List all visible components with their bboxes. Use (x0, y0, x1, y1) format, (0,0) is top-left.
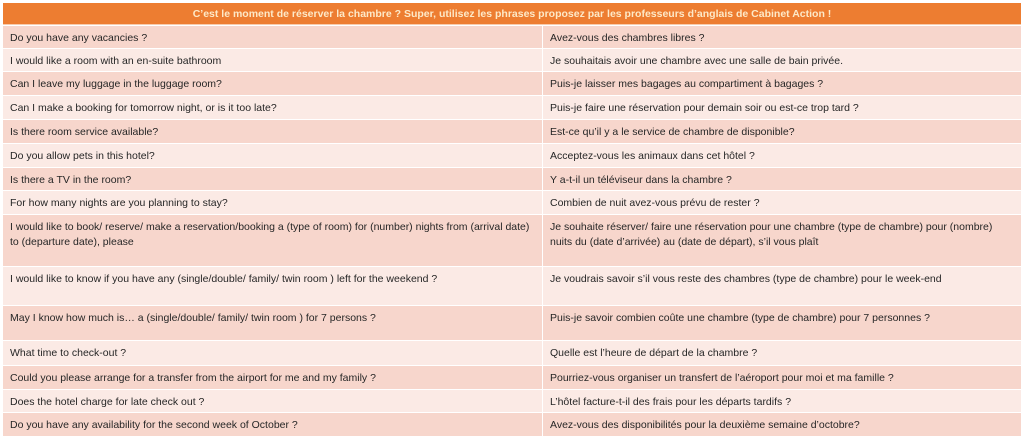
table-row (3, 389, 1021, 412)
french-phrase-cell: Acceptez-vous les animaux dans cet hôtel ? (550, 150, 755, 162)
table-row (3, 48, 1021, 71)
french-phrase-cell: Puis-je laisser mes bagages au compartiment à bagages ? (550, 78, 824, 90)
table-row (3, 119, 1021, 143)
table-row (3, 340, 1021, 365)
french-phrase-cell: Est-ce qu’il y a le service de chambre de disponible? (550, 126, 795, 138)
english-phrase-cell: What time to check-out ? (3, 341, 543, 365)
table-row (3, 305, 1021, 340)
french-phrase-cell: Puis-je savoir combien coûte une chambre (type de chambre) pour 7 personnes ? (550, 312, 930, 324)
french-phrase-cell: Avez-vous des disponibilités pour la deuxième semaine d’octobre? (550, 419, 860, 431)
english-phrase-cell: Do you have any vacancies ? (3, 26, 543, 48)
french-phrase-cell: Puis-je faire une réservation pour demain soir ou est-ce trop tard ? (550, 102, 859, 114)
table-row (3, 95, 1021, 119)
english-phrase-cell: Is there a TV in the room? (3, 168, 543, 190)
french-phrase-cell: Quelle est l’heure de départ de la chambre ? (550, 347, 758, 359)
french-phrase-cell: L’hôtel facture-t-il des frais pour les départs tardifs ? (550, 396, 792, 408)
french-phrase-cell: Je voudrais savoir s’il vous reste des chambres (type de chambre) pour le week-end (550, 273, 942, 285)
french-phrase-cell: Y a-t-il un téléviseur dans la chambre ? (550, 174, 732, 186)
french-phrase-cell: Je souhaitais avoir une chambre avec une salle de bain privée. (550, 55, 844, 67)
english-phrase-cell: I would like to book/ reserve/ make a reservation/booking a (type of room) for (number) nights from (arrival date) to (departure date), please (3, 215, 543, 266)
english-phrase-cell: Do you have any availability for the second week of October ? (3, 413, 543, 436)
english-phrase-cell: Is there room service available? (3, 120, 543, 143)
table-row (3, 214, 1021, 266)
english-phrase-cell: Could you please arrange for a transfer from the airport for me and my family ? (3, 366, 543, 389)
table-row (3, 71, 1021, 95)
english-phrase-cell: Can I leave my luggage in the luggage room? (3, 72, 543, 95)
table-header: C’est le moment de réserver la chambre ? Super, utilisez les phrases proposez par les professeurs d’anglais de Cabinet Action ! (3, 3, 1021, 25)
table-row (3, 167, 1021, 190)
table-row (3, 266, 1021, 305)
english-phrase-cell: For how many nights are you planning to stay? (3, 191, 543, 214)
table-row (3, 25, 1021, 48)
english-phrase-cell: I would like a room with an en-suite bathroom (3, 49, 543, 71)
table-row (3, 143, 1021, 167)
english-phrase-cell: Does the hotel charge for late check out ? (3, 390, 543, 412)
english-phrase-cell: May I know how much is… a (single/double/ family/ twin room ) for 7 persons ? (3, 306, 543, 340)
english-phrase-cell: Do you allow pets in this hotel? (3, 144, 543, 167)
french-phrase-cell: Avez-vous des chambres libres ? (550, 32, 705, 44)
table-body (3, 25, 1021, 436)
english-phrase-cell: I would like to know if you have any (single/double/ family/ twin room ) left for the weekend ? (3, 267, 543, 305)
table-row (3, 190, 1021, 214)
phrase-table (3, 3, 1021, 436)
english-phrase-cell: Can I make a booking for tomorrow night, or is it too late? (3, 96, 543, 119)
french-phrase-cell: Pourriez-vous organiser un transfert de l’aéroport pour moi et ma famille ? (550, 372, 894, 384)
table-row (3, 412, 1021, 436)
french-phrase-cell: Combien de nuit avez-vous prévu de rester ? (550, 197, 760, 209)
table-row (3, 365, 1021, 389)
french-phrase-cell: Je souhaite réserver/ faire une réservation pour une chambre (type de chambre) pour (nombre) nuits du (date d’arrivée) au (date de départ), s’il vous plaît (550, 221, 993, 248)
